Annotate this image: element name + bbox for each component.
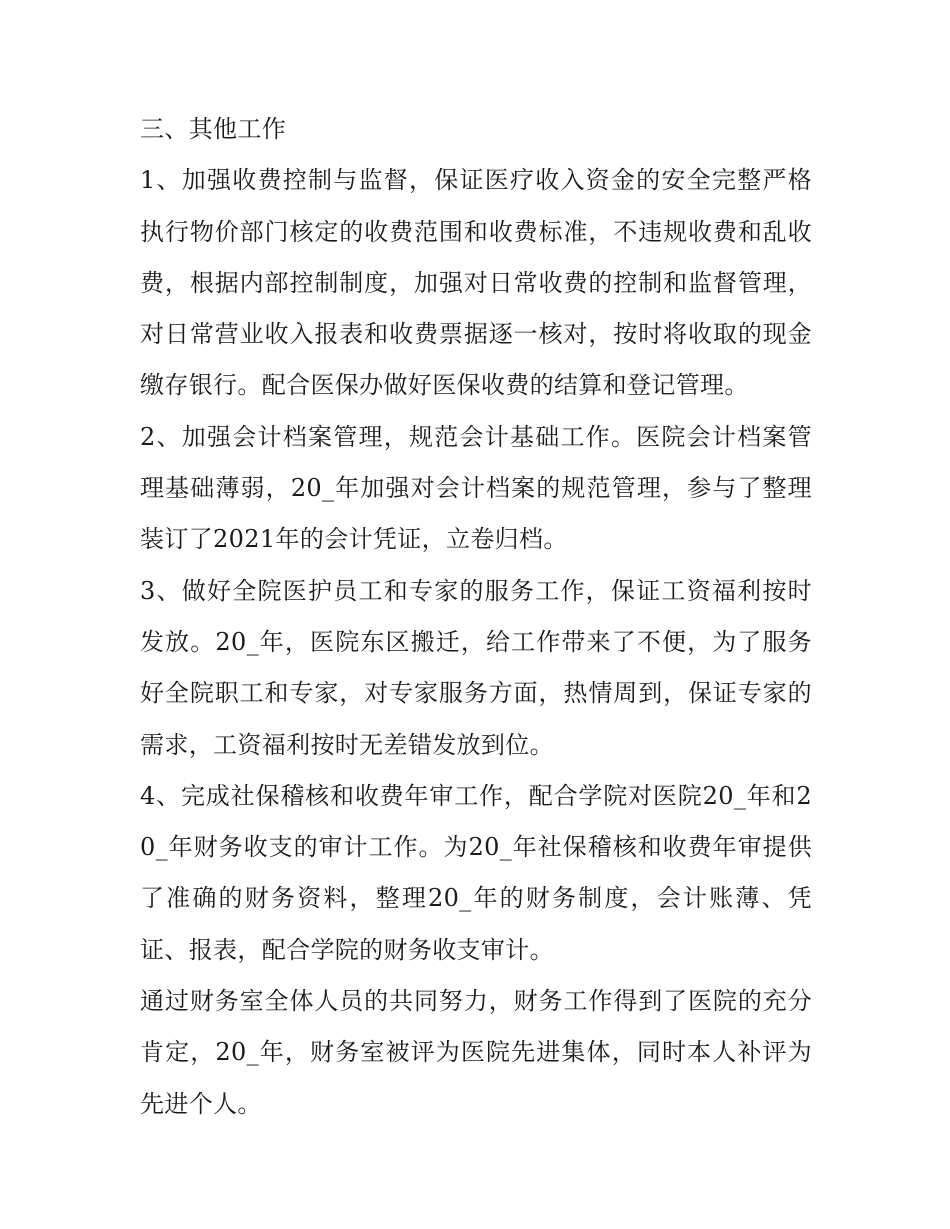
paragraph-3: 3、做好全院医护员工和专家的服务工作，保证工资福利按时发放。20_年，医院东区搬迁，给工作带来了不便，为了服务好全院职工和专家，对专家服务方面，热情周到，保证专家的需求，工资福利按时无差错发放到位。 [140,576,812,759]
paragraph-1: 1、加强收费控制与监督，保证医疗收入资金的安全完整严格执行物价部门核定的收费范围和收费标准，不违规收费和乱收费，根据内部控制制度，加强对日常收费的控制和监督管理，对日常营业收入报表和收费票据逐一核对，按时将收取的现金缴存银行。配合医保办做好医保收费的结算和登记管理。 [140,166,812,400]
document-body [140,104,812,1130]
paragraph-2: 2、加强会计档案管理，规范会计基础工作。医院会计档案管理基础薄弱，20_年加强对会计档案的规范管理，参与了整理装订了2021年的会计凭证，立卷归档。 [140,422,812,554]
paragraph-4: 4、完成社保稽核和收费年审工作，配合学院对医院20_年和20_年财务收支的审计工作。为20_年社保稽核和收费年审提供了准确的财务资料，整理20_年的财务制度，会计账薄、凭证、报表，配合学院的财务收支审计。 [140,781,812,964]
paragraph-conclusion: 通过财务室全体人员的共同努力，财务工作得到了医院的充分肯定，20_年，财务室被评为医院先进集体，同时本人补评为先进个人。 [140,987,812,1118]
section-heading: 三、其他工作 [140,115,287,143]
